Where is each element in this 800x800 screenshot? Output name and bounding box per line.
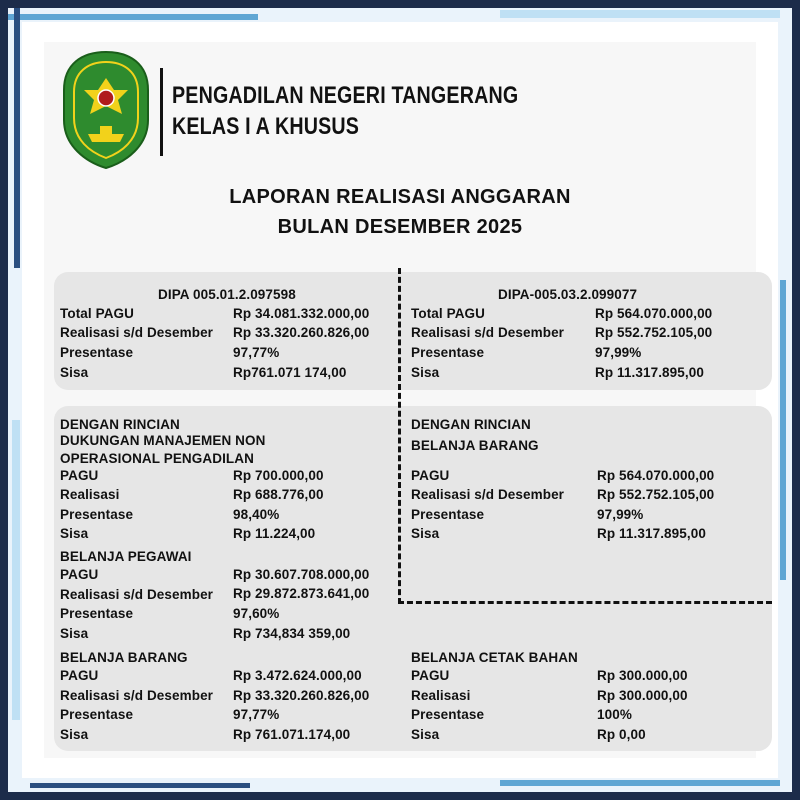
- dipa-right-value: Rp 564.070.000,00: [595, 306, 713, 321]
- barang-label: Sisa: [60, 727, 89, 742]
- pegawai-value: Rp 30.607.708.000,00: [233, 567, 370, 582]
- org-name-line2: KELAS I A KHUSUS: [172, 113, 360, 140]
- dipa-right-label: Presentase: [411, 345, 485, 360]
- dipa-right-title: DIPA-005.03.2.099077: [498, 287, 638, 302]
- dipa-left-value: Rp761.071 174,00: [233, 365, 347, 380]
- dashed-divider-horizontal: [398, 601, 772, 604]
- barang-label: Realisasi s/d Desember: [60, 688, 214, 703]
- dipa-left-title: DIPA 005.01.2.097598: [158, 287, 296, 302]
- pegawai-heading: BELANJA PEGAWAI: [60, 549, 192, 564]
- detail-right-value: Rp 11.317.895,00: [597, 526, 706, 541]
- dukungan-label: Sisa: [60, 526, 89, 541]
- dipa-left-label: Presentase: [60, 345, 134, 360]
- detail-left-heading: OPERASIONAL PENGADILAN: [60, 451, 254, 466]
- cetak-heading: BELANJA CETAK BAHAN: [411, 650, 578, 665]
- pegawai-label: PAGU: [60, 567, 99, 582]
- detail-left-heading: DENGAN RINCIAN: [60, 417, 180, 432]
- dipa-right-label: Sisa: [411, 365, 440, 380]
- barang-value: Rp 33.320.260.826,00: [233, 688, 370, 703]
- cetak-label: PAGU: [411, 668, 450, 683]
- cetak-value: Rp 300.000,00: [597, 668, 688, 683]
- frame-stripe: [500, 10, 780, 18]
- detail-right-label: Presentase: [411, 507, 485, 522]
- frame-stripe: [8, 14, 258, 20]
- dipa-right-label: Realisasi s/d Desember: [411, 325, 565, 340]
- frame-stripe: [12, 420, 20, 720]
- dipa-right-value: Rp 552.752.105,00: [595, 325, 713, 340]
- court-logo-icon: [60, 50, 152, 170]
- dipa-left-value: Rp 34.081.332.000,00: [233, 306, 370, 321]
- barang-value: 97,77%: [233, 707, 280, 722]
- dukungan-value: Rp 11.224,00: [233, 526, 316, 541]
- dipa-right-value: Rp 11.317.895,00: [595, 365, 704, 380]
- dipa-left-label: Sisa: [60, 365, 89, 380]
- detail-right-label: Realisasi s/d Desember: [411, 487, 565, 502]
- dashed-divider-vertical: [398, 268, 401, 604]
- pegawai-label: Realisasi s/d Desember: [60, 587, 214, 602]
- frame-stripe: [30, 783, 250, 788]
- pegawai-label: Sisa: [60, 626, 89, 641]
- report-title-line1: LAPORAN REALISASI ANGGARAN: [229, 186, 571, 208]
- pegawai-label: Presentase: [60, 606, 134, 621]
- frame-stripe: [500, 780, 780, 786]
- cetak-value: Rp 0,00: [597, 727, 646, 742]
- frame-stripe: [780, 280, 786, 580]
- dipa-left-value: Rp 33.320.260.826,00: [233, 325, 370, 340]
- cetak-value: 100%: [597, 707, 632, 722]
- dukungan-value: Rp 688.776,00: [233, 487, 324, 502]
- barang-label: PAGU: [60, 668, 99, 683]
- detail-right-label: PAGU: [411, 468, 450, 483]
- barang-heading: BELANJA BARANG: [60, 650, 188, 665]
- cetak-value: Rp 300.000,00: [597, 688, 688, 703]
- dipa-left-label: Total PAGU: [60, 306, 134, 321]
- barang-value: Rp 761.071.174,00: [233, 727, 351, 742]
- report-title-line2: BULAN DESEMBER 2025: [277, 216, 523, 238]
- barang-value: Rp 3.472.624.000,00: [233, 668, 362, 683]
- detail-right-value: Rp 564.070.000,00: [597, 468, 715, 483]
- org-name-line1: PENGADILAN NEGERI TANGERANG: [172, 82, 519, 109]
- header-divider: [160, 68, 163, 156]
- detail-right-heading: BELANJA BARANG: [411, 438, 539, 453]
- dipa-right-value: 97,99%: [595, 345, 642, 360]
- pegawai-value: Rp 734,834 359,00: [233, 626, 351, 641]
- dukungan-label: Presentase: [60, 507, 134, 522]
- dukungan-label: PAGU: [60, 468, 99, 483]
- detail-right-heading: DENGAN RINCIAN: [411, 417, 531, 432]
- dukungan-label: Realisasi: [60, 487, 120, 502]
- dukungan-value: Rp 700.000,00: [233, 468, 324, 483]
- detail-left-heading: DUKUNGAN MANAJEMEN NON: [60, 433, 266, 448]
- dipa-right-label: Total PAGU: [411, 306, 485, 321]
- cetak-label: Realisasi: [411, 688, 471, 703]
- pegawai-value: Rp 29.872.873.641,00: [233, 586, 370, 601]
- dipa-left-value: 97,77%: [233, 345, 280, 360]
- dipa-left-label: Realisasi s/d Desember: [60, 325, 214, 340]
- pegawai-value: 97,60%: [233, 606, 280, 621]
- barang-label: Presentase: [60, 707, 134, 722]
- detail-right-label: Sisa: [411, 526, 440, 541]
- cetak-label: Sisa: [411, 727, 440, 742]
- detail-right-value: Rp 552.752.105,00: [597, 487, 715, 502]
- dukungan-value: 98,40%: [233, 507, 280, 522]
- detail-right-value: 97,99%: [597, 507, 644, 522]
- cetak-label: Presentase: [411, 707, 485, 722]
